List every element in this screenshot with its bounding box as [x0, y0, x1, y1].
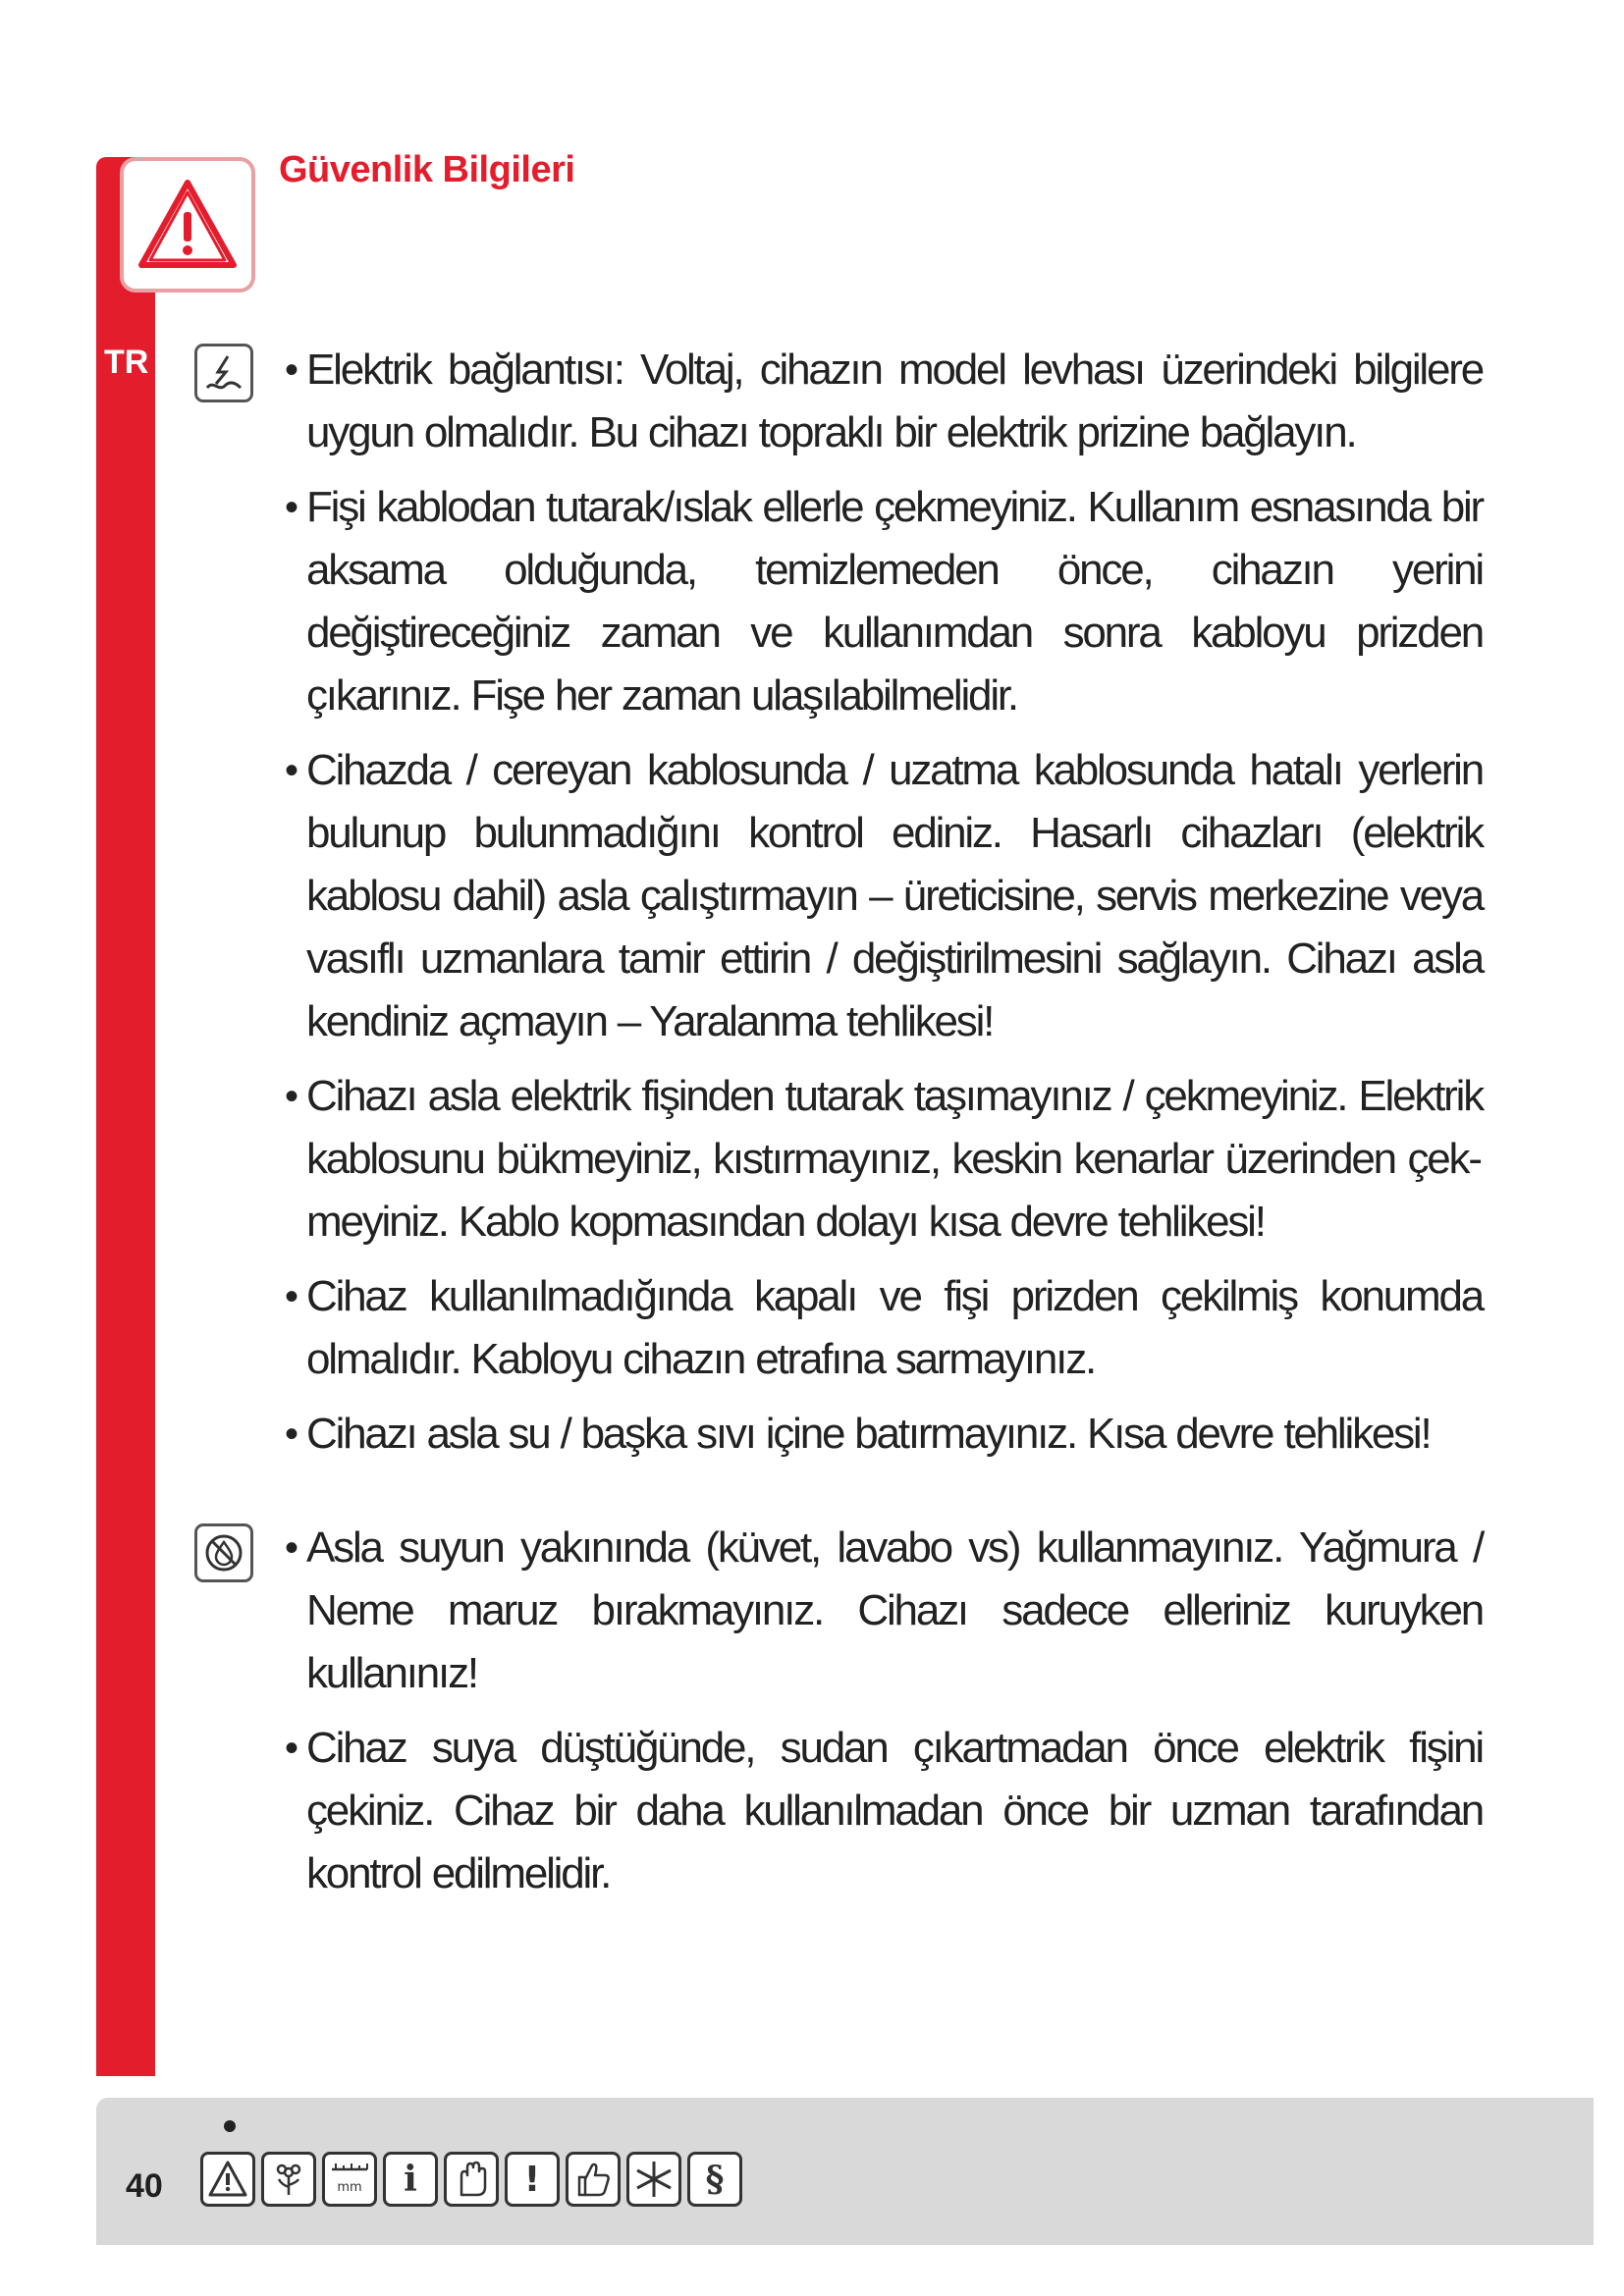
- footer-icon-row: [200, 2152, 742, 2207]
- page-title: Güvenlik Bilgileri: [279, 149, 575, 190]
- current-section-dot: [224, 2120, 236, 2132]
- list-item: • Cihaz suya düştüğünde, sudan çıkartmadan önce elektrik fişini çekiniz. Cihaz bir daha kullanılmadan önce bir uzman tarafından kontrol edilmelidir.: [285, 1717, 1483, 1905]
- info-icon[interactable]: [383, 2152, 438, 2207]
- ruler-label: mm: [337, 2180, 362, 2195]
- electric-shock-icon: [194, 344, 253, 402]
- list-item: • Fişi kablodan tutarak/ıslak ellerle çekmeyiniz. Kullanım esnasında bir aksama olduğunda, temizlemeden önce, cihazın yerini değiştireceğiniz zaman ve kullanımdan sonra kabloyu prizden çıkarınız. Fişe her zaman ulaşılabilmelidir.: [285, 476, 1483, 727]
- exclamation-glyph: !: [523, 2159, 541, 2200]
- side-red-bar: [96, 157, 155, 2076]
- section-sign-icon[interactable]: [687, 2152, 742, 2207]
- thumbs-up-icon[interactable]: [566, 2152, 621, 2207]
- no-water-icon: [194, 1523, 253, 1582]
- list-item: • Cihaz kullanılmadığında kapalı ve fişi prizden çekilmiş konumda olmalıdır. Kabloyu cihazın etrafına sarmayınız.: [285, 1265, 1483, 1391]
- list-item: • Cihazı asla su / başka sıvı içine batırmayınız. Kısa devre tehlikesi!: [285, 1403, 1483, 1466]
- star-icon[interactable]: [626, 2152, 681, 2207]
- list-item: • Elektrik bağlantısı: Voltaj, cihazın model levhası üzerindeki bilgilere uygun olmalıdır. Bu cihazı topraklı bir elektrik prizine bağlayın.: [285, 339, 1483, 464]
- language-tag: TR: [104, 344, 149, 381]
- electrical-safety-list: [285, 339, 1483, 1477]
- section-glyph: §: [705, 2159, 725, 2200]
- exclamation-icon[interactable]: [505, 2152, 560, 2207]
- flower-icon[interactable]: [261, 2152, 316, 2207]
- warning-triangle-icon: [120, 157, 255, 293]
- page-number: 40: [126, 2167, 163, 2205]
- water-safety-list: [285, 1517, 1483, 1917]
- list-item: • Cihazı asla elektrik fişinden tutarak taşımayınız / çekmeyiniz. Elektrik kablosunu bükmeyiniz, kıstırmayınız, keskin kenarlar üzerinden çekmeyiniz. Kablo kopmasından dolayı kısa devre tehlikesi!: [285, 1065, 1483, 1254]
- hand-icon[interactable]: [444, 2152, 499, 2207]
- list-item: • Cihazda / cereyan kablosunda / uzatma kablosunda hatalı yerlerin bulunup bulunmadığını kontrol ediniz. Hasarlı cihazları (elektrik kablosu dahil) asla çalıştırmayın – üreticisine, servis merkezine veya vasıflı uzmanlara tamir ettirin / değiştirilmesini sağlayın. Cihazı asla kendiniz açmayın – Yaralanma tehlikesi!: [285, 739, 1483, 1053]
- ruler-mm-icon[interactable]: [322, 2152, 377, 2207]
- info-glyph: i: [404, 2159, 417, 2200]
- list-item: • Asla suyun yakınında (küvet, lavabo vs) kullanmayınız. Yağmura / Neme maruz bırakmayınız. Cihazı sadece elleriniz kuruyken kullanınız!: [285, 1517, 1483, 1705]
- warning-icon[interactable]: [200, 2152, 255, 2207]
